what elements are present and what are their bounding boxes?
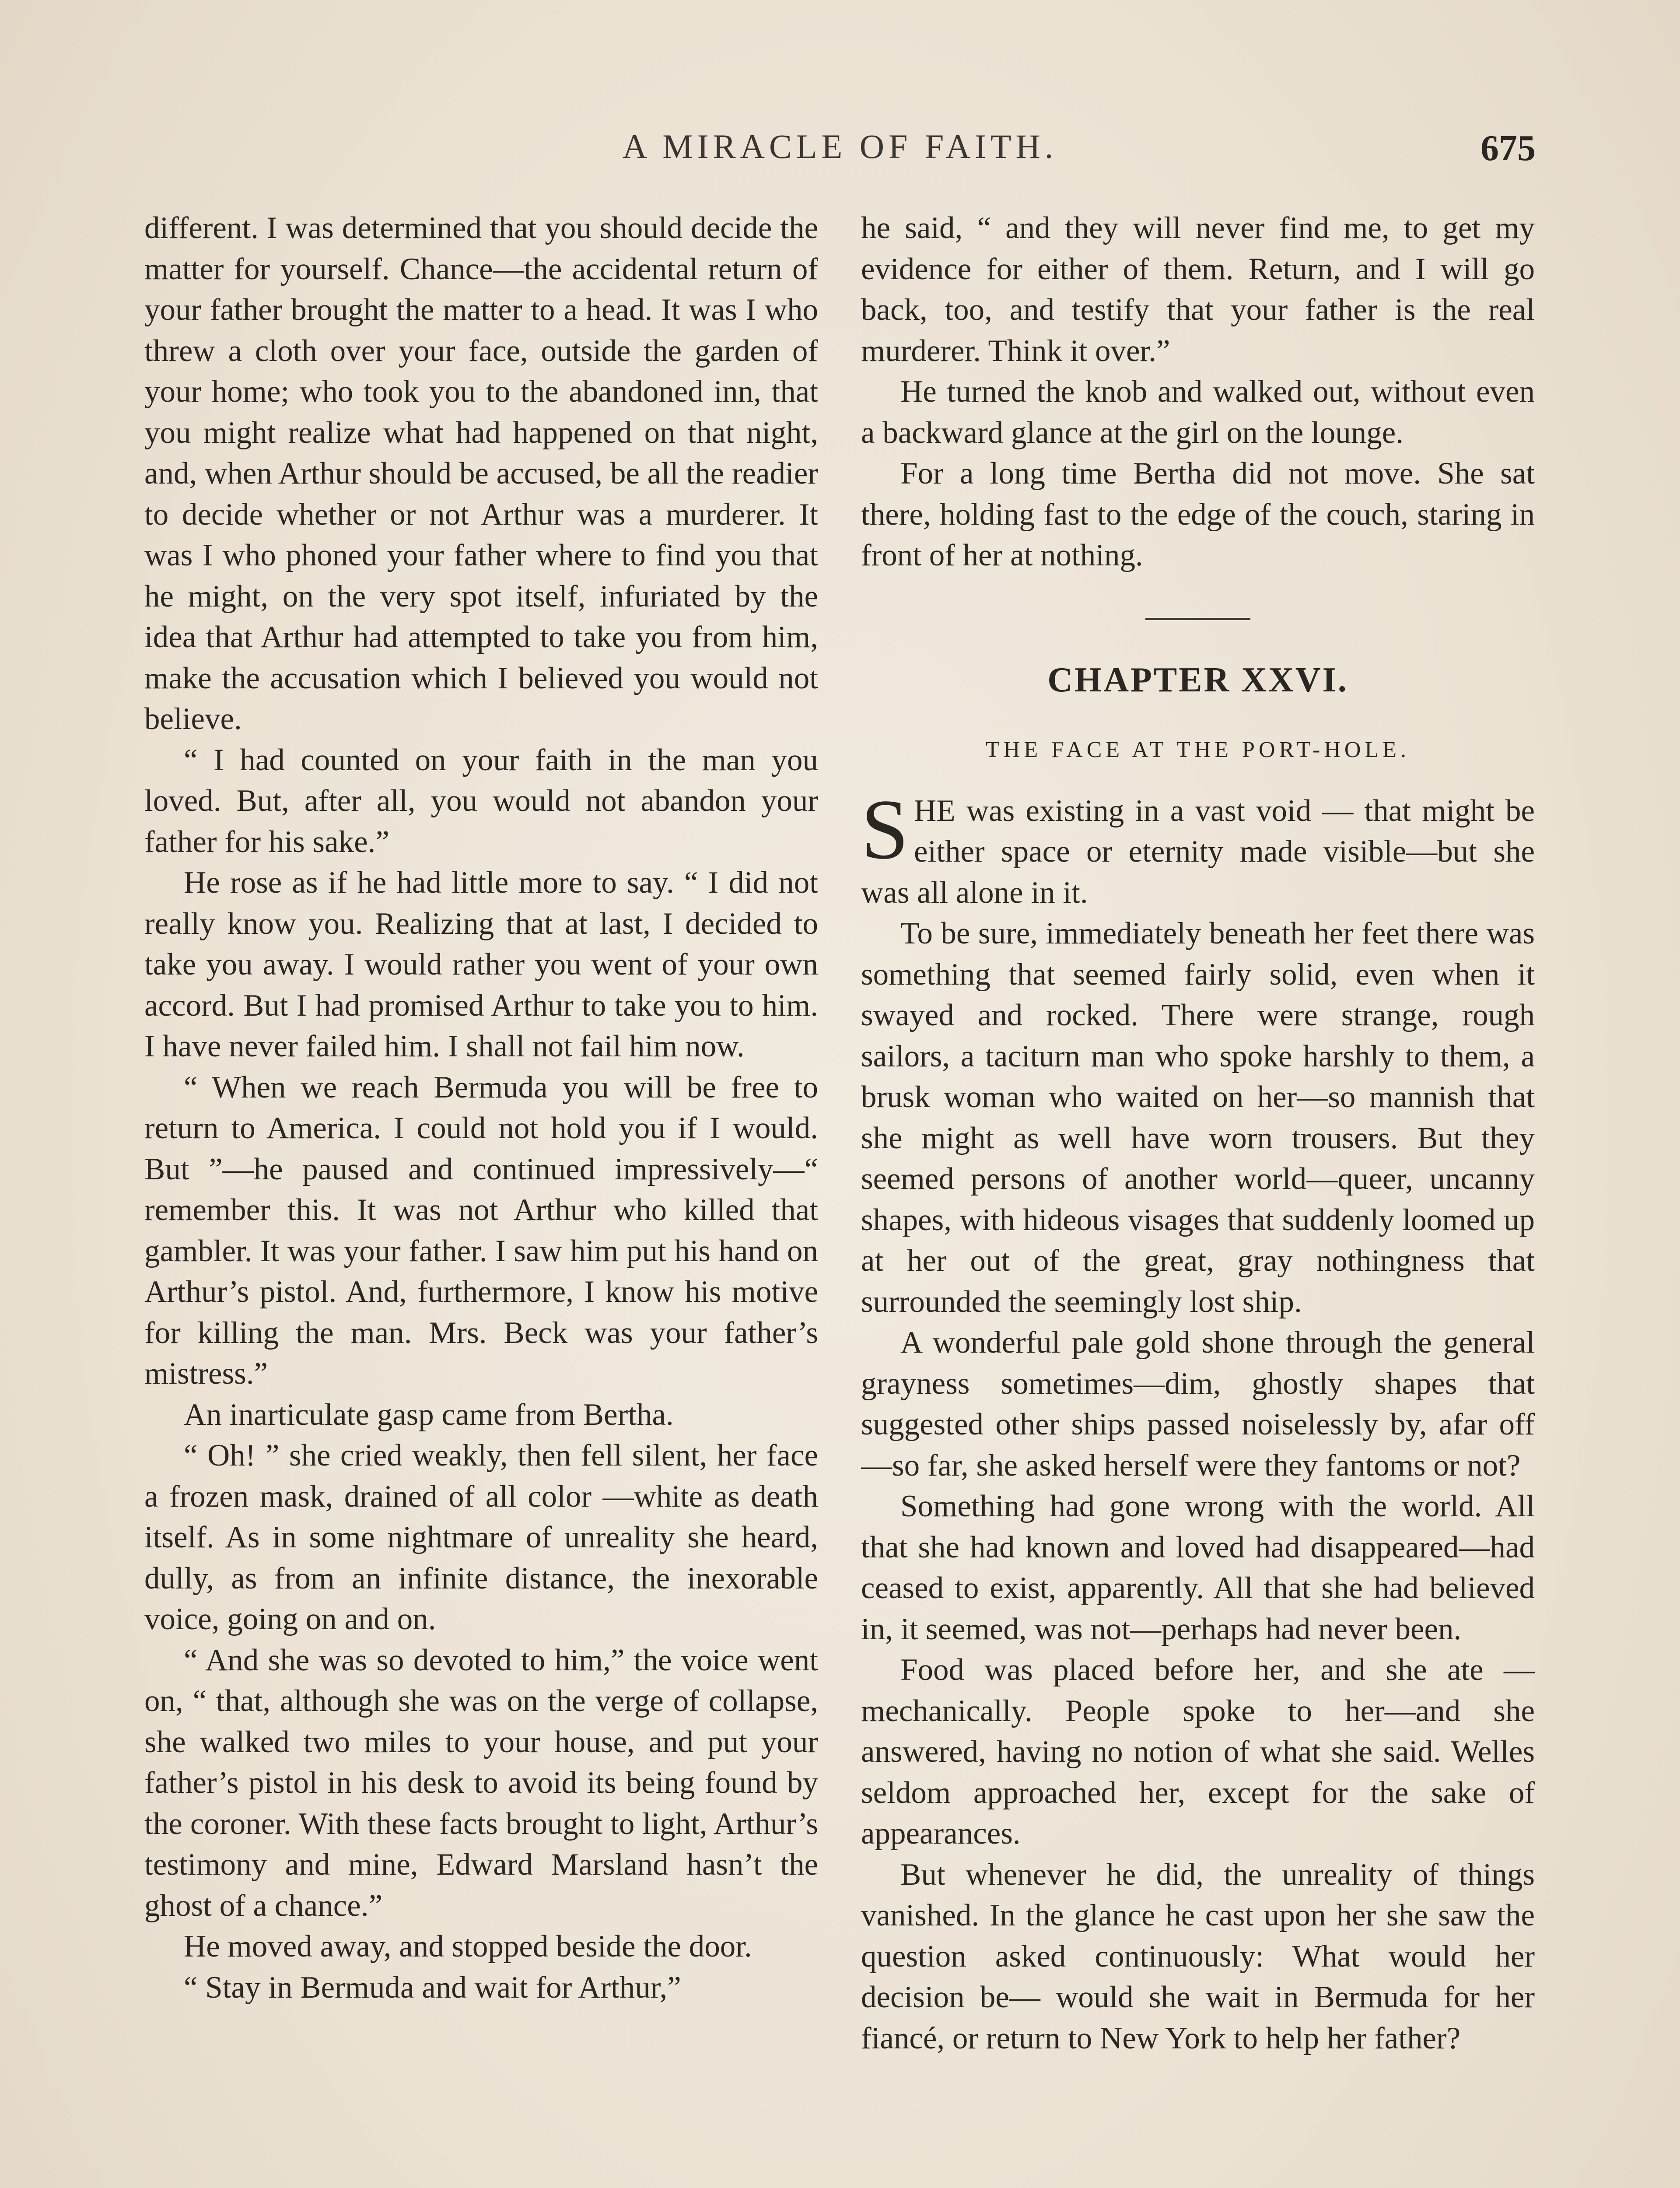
paragraph: “ Oh! ” she cried weakly, then fell silent, her face a frozen mask, drained of all color —white as death itself. As in some nightmare of unreality she heard, dully, as from an infinite distance, the inexorable voice, going on and on. xyxy=(144,1438,818,1636)
paragraph: “ When we reach Bermuda you will be free to return to America. I could not hold you if I would. But ”—he paused and continued impressively—“ remember this. It was not Arthur who killed that gambler. It was your father. I saw him put his hand on Arthur’s pistol. And, furthermore, I know his motive for killing the man. Mrs. Beck was your father’s mistress.” xyxy=(144,1070,818,1391)
paragraph: To be sure, immediately beneath her feet there was something that seemed fairly solid, even when it swayed and rocked. There were strange, rough sailors, a taciturn man who spoke harshly to them, a brusk woman who waited on her—so mannish that she might as well have worn trousers. But they seemed persons of another world—queer, uncanny shapes, with hideous visages that suddenly loomed up at her out of the great, gray nothingness that surrounded the seemingly lost ship. xyxy=(861,916,1535,1319)
paragraph: He moved away, and stopped beside the door. xyxy=(184,1929,752,1964)
running-title: A MIRACLE OF FAITH. xyxy=(622,127,1058,165)
paragraph: “ And she was so devoted to him,” the voice went on, “ that, although she was on the verge of collapse, she walked two miles to your house, and put your father’s pistol in his desk to avoid its being found by the coroner. With these facts brought to light, Arthur’s testimony and mine, Edward Marsland hasn’t the ghost of a chance.” xyxy=(144,1643,818,1923)
paragraph: “ Stay in Bermuda and wait for Arthur,” xyxy=(184,1970,681,2005)
paragraph: “ I had counted on your faith in the man you loved. But, after all, you would not abandon your father for his sake.” xyxy=(144,743,818,859)
paragraph: He rose as if he had little more to say. “ I did not really know you. Realizing that at last, I decided to take you away. I would rather you went of your own accord. But I had promised Arthur to take you to him. I have never failed him. I shall not fail him now. xyxy=(144,866,818,1063)
section-divider xyxy=(1145,618,1250,620)
paragraph: Food was placed before her, and she ate —mechanically. People spoke to her—and she answered, having no notion of what she said. Welles seldom approached her, except for the sake of appearances. xyxy=(861,1653,1535,1851)
paragraph: He turned the knob and walked out, without even a backward glance at the girl on the lounge. xyxy=(861,375,1535,450)
opening-text: HE was existing in a vast void — that might be either space or eternity made visible—but she was all alone in it. xyxy=(861,793,1535,910)
chapter-opening-paragraph xyxy=(861,782,1535,914)
page-number: 675 xyxy=(1480,128,1536,168)
paragraph: he said, “ and they will never find me, to get my evidence for either of them. Return, and I will go back, too, and testify that your father is the real murderer. Think it over.” xyxy=(861,211,1535,368)
paragraph: An inarticulate gasp came from Bertha. xyxy=(184,1397,674,1432)
paragraph: But whenever he did, the unreality of things vanished. In the glance he cast upon her she saw the question asked continuously: What would her decision be— would she wait in Bermuda for her fiancé, or return to New York to help her father? xyxy=(861,1857,1535,2055)
page-header xyxy=(144,127,1536,184)
right-column xyxy=(861,208,1535,2188)
paragraph: different. I was determined that you should decide the matter for yourself. Chance—the accidental return of your father brought the matter to a head. It was I who threw a cloth over your face, outside the garden of your home; who took you to the abandoned inn, that you might realize what had happened on that night, and, when Arthur should be accused, be all the readier to decide whether or not Arthur was a murderer. It was I who phoned your father where to find you that he might, on the very spot itself, infuriated by the idea that Arthur had attempted to take you from him, make the accusation which I believed you would not believe. xyxy=(144,211,818,736)
left-column xyxy=(144,208,818,2188)
drop-cap: S xyxy=(861,782,909,877)
paragraph: For a long time Bertha did not move. She sat there, holding fast to the edge of the couch, staring in front of her at nothing. xyxy=(861,456,1535,572)
chapter-title: CHAPTER XXVI. xyxy=(1047,660,1348,699)
paragraph: A wonderful pale gold shone through the general grayness sometimes—dim, ghostly shapes that suggested other ships passed noiselessly by, afar off—so far, she asked herself were they fantoms or not? xyxy=(861,1325,1535,1483)
paragraph: Something had gone wrong with the world. All that she had known and loved had disappeared—had ceased to exist, apparently. All that she had believed in, it seemed, was not—perhaps had never been. xyxy=(861,1489,1535,1646)
chapter-subtitle: THE FACE AT THE PORT-HOLE. xyxy=(986,737,1410,762)
